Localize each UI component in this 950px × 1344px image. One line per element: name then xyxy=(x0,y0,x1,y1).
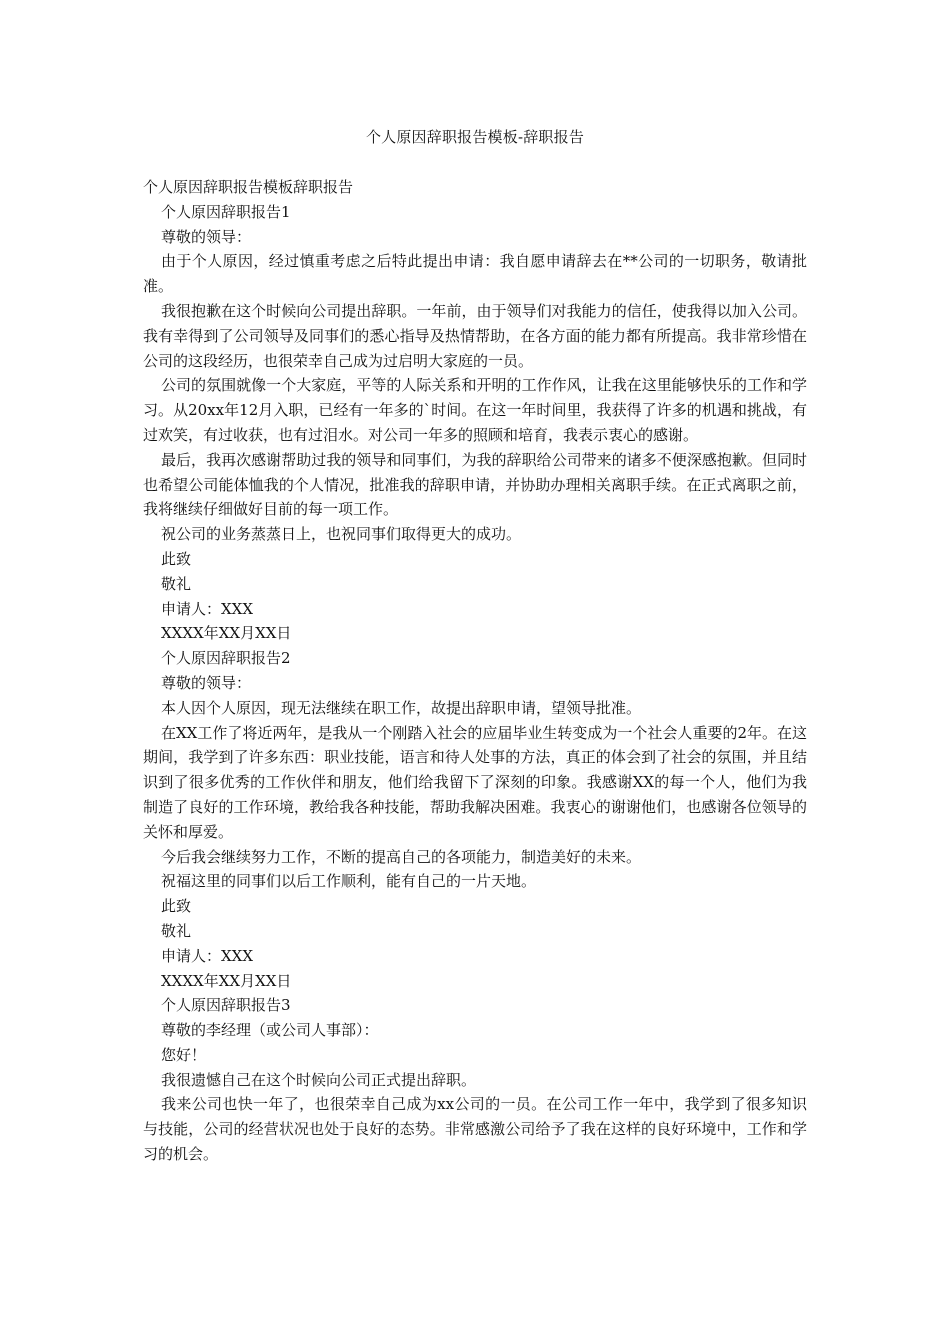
paragraph: 祝福这里的同事们以后工作顺利，能有自己的一片天地。 xyxy=(161,872,537,891)
paragraph: 此致 xyxy=(161,549,192,568)
paragraph: 敬礼 xyxy=(161,574,192,593)
document-title: 个人原因辞职报告模板-辞职报告 xyxy=(365,128,585,146)
paragraph: 尊敬的李经理（或公司人事部）： xyxy=(161,1021,379,1040)
paragraph: 我很遗憾自己在这个时候向公司正式提出辞职。 xyxy=(161,1070,477,1089)
paragraph: 尊敬的领导： xyxy=(161,673,252,692)
paragraph: 敬礼 xyxy=(161,921,192,940)
paragraph: 此致 xyxy=(161,897,192,916)
paragraph: 申请人：XXX xyxy=(161,946,254,965)
paragraph: XXXX年XX月XX日 xyxy=(161,624,292,643)
document-body xyxy=(143,175,807,1167)
paragraph: 我很抱歉在这个时候向公司提出辞职。一年前，由于领导们对我能力的信任，使我得以加入公司。我有幸得到了公司领导及同事们的悉心指导及热情帮助，在各方面的能力都有所提高。我非常珍惜在公司的这段经历，也很荣幸自己成为过启明大家庭的一员。 xyxy=(143,301,807,370)
paragraph: 最后，我再次感谢帮助过我的领导和同事们，为我的辞职给公司带来的诸多不便深感抱歉。但同时也希望公司能体恤我的个人情况，批准我的辞职申请，并协助办理相关离职手续。在正式离职之前，我将继续仔细做好目前的每一项工作。 xyxy=(143,450,807,519)
paragraph: 本人因个人原因，现无法继续在职工作，故提出辞职申请，望领导批准。 xyxy=(161,698,642,717)
paragraph: 我来公司也快一年了，也很荣幸自己成为xx公司的一员。在公司工作一年中，我学到了很多知识与技能，公司的经营状况也处于良好的态势。非常感激公司给予了我在这样的良好环境中，工作和学习的机会。 xyxy=(143,1095,807,1164)
paragraph: 在XX工作了将近两年，是我从一个刚踏入社会的应届毕业生转变成为一个社会人重要的2年。在这期间，我学到了许多东西：职业技能，语言和待人处事的方法，真正的体会到了社会的氛围，并且结识到了很多优秀的工作伙伴和朋友，他们给我留下了深刻的印象。我感谢XX的每一个人，他们为我制造了良好的工作环境，教给我各种技能，帮助我解决困难。我衷心的谢谢他们，也感谢各位领导的关怀和厚爱。 xyxy=(143,723,807,841)
paragraph: 个人原因辞职报告3 xyxy=(161,996,291,1015)
paragraph: XXXX年XX月XX日 xyxy=(161,971,292,990)
paragraph: 公司的氛围就像一个大家庭，平等的人际关系和开明的工作作风，让我在这里能够快乐的工作和学习。从20xx年12月入职，已经有一年多的`时间。在这一年时间里，我获得了许多的机遇和挑战，有过欢笑，有过收获，也有过泪水。对公司一年多的照顾和培育，我表示衷心的感谢。 xyxy=(143,376,807,444)
paragraph: 您好！ xyxy=(161,1045,207,1064)
paragraph: 尊敬的领导： xyxy=(161,227,252,246)
paragraph: 由于个人原因，经过慎重考虑之后特此提出申请：我自愿申请辞去在**公司的一切职务，敬请批准。 xyxy=(143,252,807,296)
paragraph: 祝公司的业务蒸蒸日上，也祝同事们取得更大的成功。 xyxy=(161,525,522,544)
paragraph: 申请人：XXX xyxy=(161,599,254,618)
paragraph: 个人原因辞职报告模板辞职报告 xyxy=(143,178,354,196)
paragraph: 今后我会继续努力工作，不断的提高自己的各项能力，制造美好的未来。 xyxy=(161,847,642,866)
paragraph: 个人原因辞职报告2 xyxy=(161,649,291,668)
paragraph: 个人原因辞职报告1 xyxy=(161,202,291,221)
